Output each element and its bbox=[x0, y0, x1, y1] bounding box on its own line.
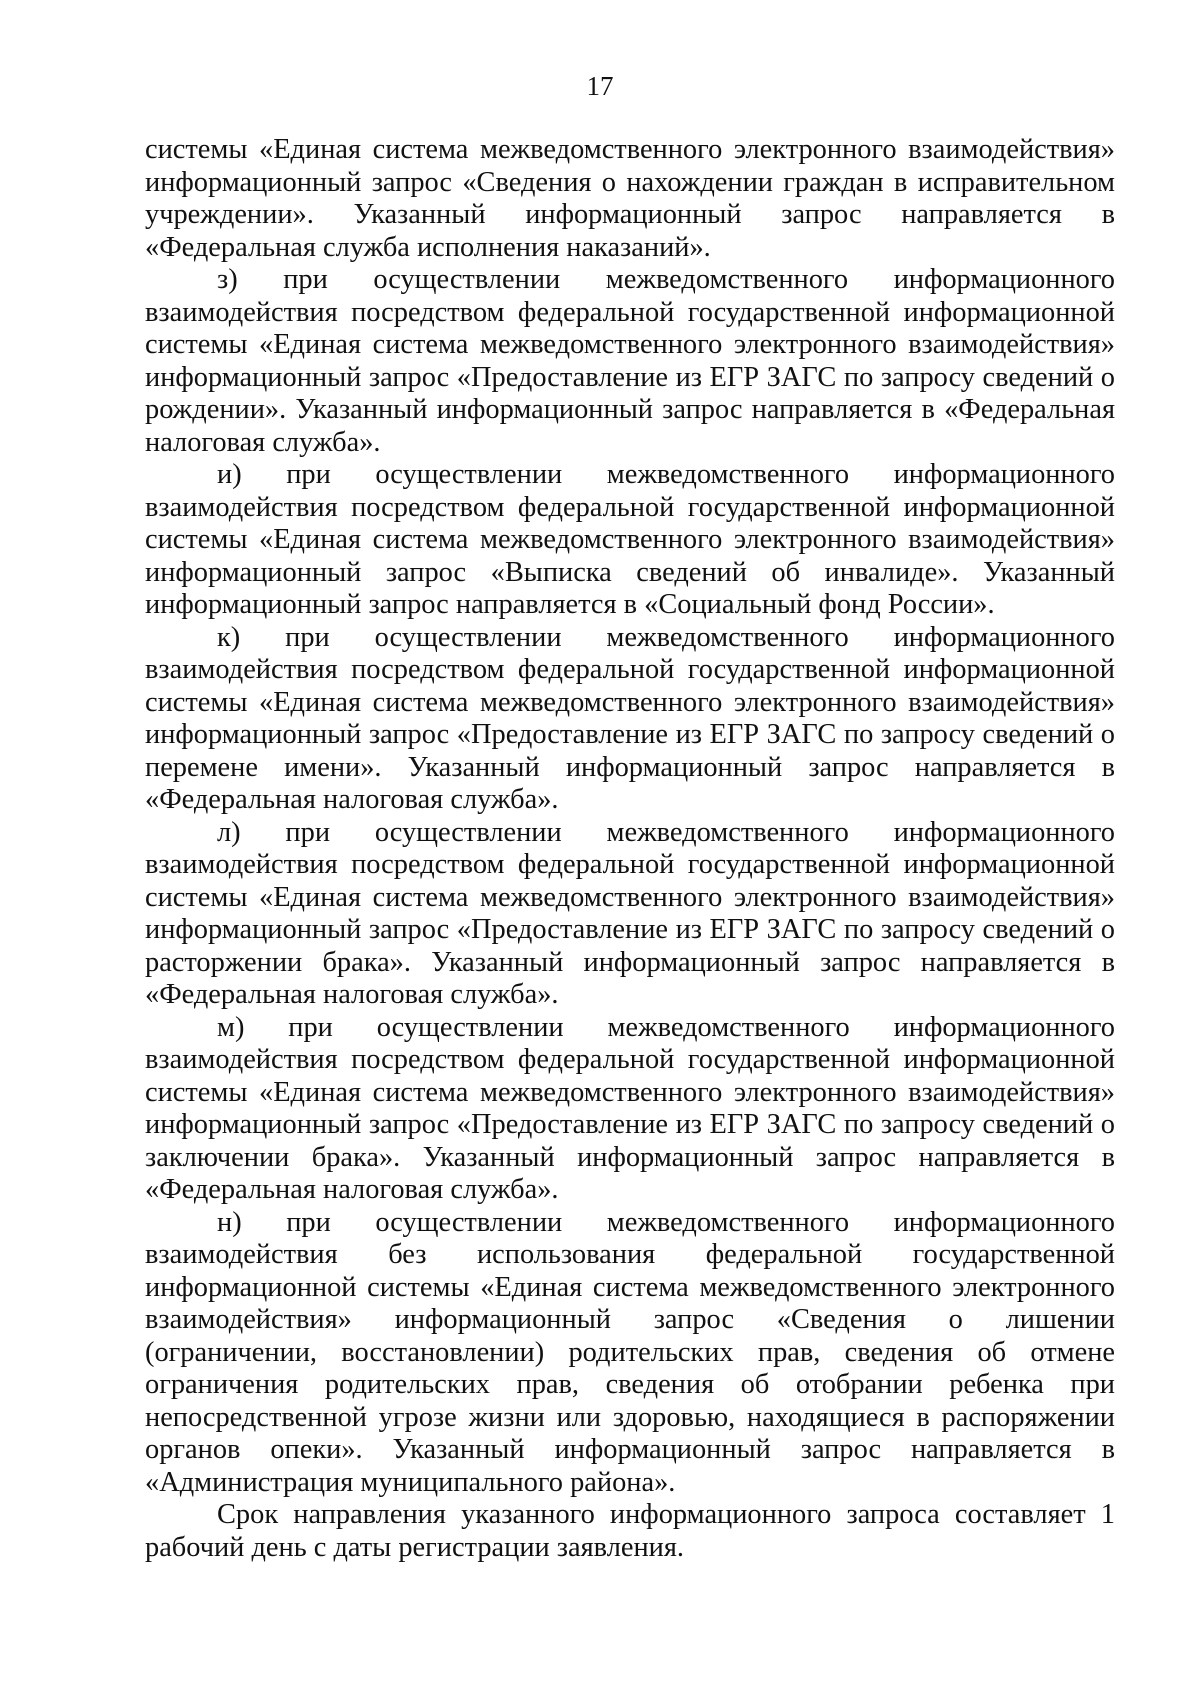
paragraph-item-n: н) при осуществлении межведомственного информационного взаимодействия без использования федеральной государственной информационной системы «Единая система межведомственного электронного взаимодействия» информационный запрос «Сведения о лишении (ограничении, восстановлении) родительских прав, сведения об отмене ограничения родительских прав, сведения об отобрании ребенка при непосредственной угрозе жизни или здоровью, находящиеся в распоряжении органов опеки». Указанный информационный запрос направляется в «Администрация муниципального района». bbox=[145, 1206, 1115, 1498]
paragraph-item-m: м) при осуществлении межведомственного информационного взаимодействия посредством федеральной государственной информационной системы «Единая система межведомственного электронного взаимодействия» информационный запрос «Предоставление из ЕГР ЗАГС по запросу сведений о заключении брака». Указанный информационный запрос направляется в «Федеральная налоговая служба». bbox=[145, 1011, 1115, 1205]
document-body bbox=[145, 134, 1115, 1564]
page-number: 17 bbox=[586, 71, 614, 101]
paragraph-deadline: Срок направления указанного информационного запроса составляет 1 рабочий день с даты регистрации заявления. bbox=[145, 1499, 1115, 1563]
paragraph-item-l: л) при осуществлении межведомственного информационного взаимодействия посредством федеральной государственной информационной системы «Единая система межведомственного электронного взаимодействия» информационный запрос «Предоставление из ЕГР ЗАГС по запросу сведений о расторжении брака». Указанный информационный запрос направляется в «Федеральная налоговая служба». bbox=[145, 816, 1115, 1010]
paragraph-item-z: з) при осуществлении межведомственного информационного взаимодействия посредством федеральной государственной информационной системы «Единая система межведомственного электронного взаимодействия» информационный запрос «Предоставление из ЕГР ЗАГС по запросу сведений о рождении». Указанный информационный запрос направляется в «Федеральная налоговая служба». bbox=[145, 264, 1115, 458]
paragraph-item-i: и) при осуществлении межведомственного информационного взаимодействия посредством федеральной государственной информационной системы «Единая система межведомственного электронного взаимодействия» информационный запрос «Выписка сведений об инвалиде». Указанный информационный запрос направляется в «Социальный фонд России». bbox=[145, 459, 1115, 620]
paragraph-item-k: к) при осуществлении межведомственного информационного взаимодействия посредством федеральной государственной информационной системы «Единая система межведомственного электронного взаимодействия» информационный запрос «Предоставление из ЕГР ЗАГС по запросу сведений о перемене имени». Указанный информационный запрос направляется в «Федеральная налоговая служба». bbox=[145, 621, 1115, 815]
paragraph-continuation: системы «Единая система межведомственного электронного взаимодействия» информационный запрос «Сведения о нахождении граждан в исправительном учреждении». Указанный информационный запрос направляется в «Федеральная служба исполнения наказаний». bbox=[145, 134, 1115, 263]
